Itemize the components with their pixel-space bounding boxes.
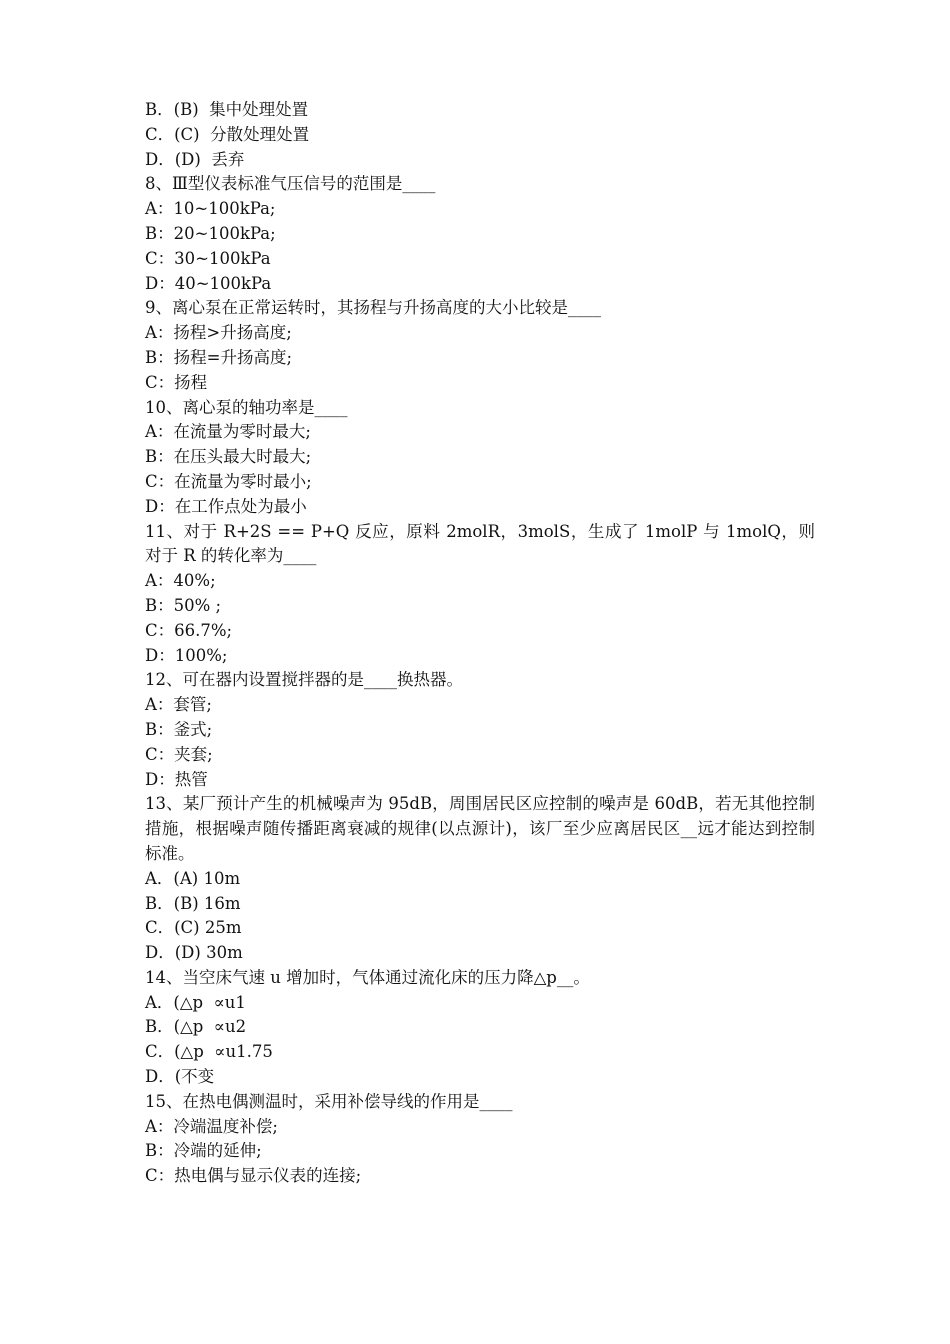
option-line: D：在工作点处为最小 [145, 496, 307, 516]
option-line: A：在流量为零时最大; [145, 422, 311, 442]
option-line: C：热电偶与显示仪表的连接; [145, 1166, 362, 1186]
option-line: A：10~100kPa; [145, 199, 276, 219]
option-line: D：100%; [145, 645, 228, 665]
option-line: C：夹套; [145, 744, 213, 764]
option-line: B．(B) 集中处理处置 [145, 100, 309, 119]
question-14: 14、当空床气速 u 增加时，气体通过流化床的压力降△p__。 [145, 967, 590, 987]
option-line: C：66.7%; [145, 620, 233, 640]
option-line: B．(B) 16m [145, 893, 241, 913]
option-line: D．(D) 丢弃 [145, 149, 245, 169]
document-page [145, 98, 815, 1189]
option-line: B：釜式; [145, 719, 213, 739]
option-line: D：热管 [145, 769, 208, 789]
option-line: B：50% ; [145, 595, 222, 615]
option-line: A：冷端温度补偿; [145, 1116, 278, 1136]
option-line: B：20~100kPa; [145, 223, 276, 243]
option-line: A：扬程>升扬高度; [145, 323, 292, 343]
option-line: C．(C) 分散处理处置 [145, 124, 310, 144]
option-line: A：40%; [145, 571, 216, 591]
option-line: A．(△p ∝u1 [145, 992, 246, 1012]
question-12: 12、可在器内设置搅拌器的是____换热器。 [145, 670, 463, 690]
option-line: A：套管; [145, 695, 212, 715]
option-line: B：在压头最大时最大; [145, 447, 312, 467]
question-10: 10、离心泵的轴功率是____ [145, 397, 348, 417]
option-line: C：扬程 [145, 372, 208, 392]
option-line: D．(不变 [145, 1067, 215, 1087]
option-line: D：40~100kPa [145, 273, 272, 293]
option-line: C．(C) 25m [145, 918, 242, 938]
question-8: 8、Ⅲ型仪表标准气压信号的范围是____ [145, 174, 436, 194]
option-line: B：冷端的延伸; [145, 1141, 262, 1161]
option-line: B．(△p ∝u2 [145, 1017, 247, 1037]
option-line: B：扬程=升扬高度; [145, 347, 293, 367]
option-line: C．(△p ∝u1.75 [145, 1042, 273, 1062]
question-9: 9、离心泵在正常运转时，其扬程与升扬高度的大小比较是____ [145, 298, 601, 318]
option-line: A．(A) 10m [145, 868, 241, 888]
question-13: 13、某厂预计产生的机械噪声为 95dB，周围居民区应控制的噪声是 60dB，若无其他控制措施，根据噪声随传播距离衰减的规律(以点源计)，该厂至少应离居民区__远才能达到控制标准。 [145, 794, 815, 863]
question-15: 15、在热电偶测温时，采用补偿导线的作用是____ [145, 1091, 513, 1111]
question-11: 11、对于 R+2S == P+Q 反应，原料 2molR，3molS，生成了 1molP 与 1molQ，则对于 R 的转化率为____ [145, 521, 815, 566]
option-line: C：在流量为零时最小; [145, 471, 312, 491]
option-line: C：30~100kPa [145, 248, 271, 268]
option-line: D．(D) 30m [145, 943, 243, 963]
